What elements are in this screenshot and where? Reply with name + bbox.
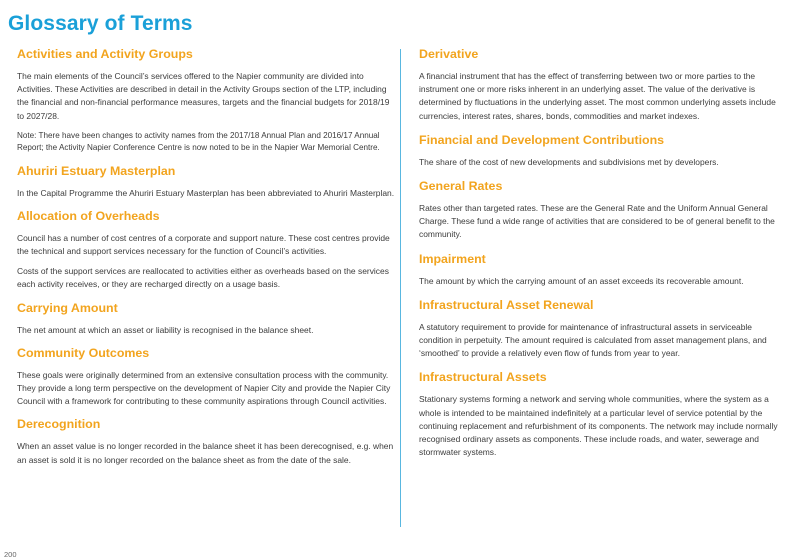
term-heading: Financial and Development Contributions <box>419 132 665 147</box>
glossary-term <box>419 46 785 123</box>
glossary-term <box>419 178 785 242</box>
term-note: Note: There have been changes to activity names from the 2017/18 Annual Plan and 2016/17 Annual Report; the Activity Napier Conference Centre is now noted to be in the Napier War Memorial Centre. <box>17 130 380 153</box>
glossary-term <box>17 46 395 155</box>
glossary-term <box>419 297 785 361</box>
term-heading: Activities and Activity Groups <box>17 47 193 61</box>
term-heading: Derivative <box>419 47 479 61</box>
glossary-term <box>17 163 395 200</box>
term-definition: The net amount at which an asset or liability is recognised in the balance sheet. <box>17 324 314 335</box>
term-definition: Rates other than targeted rates. These are the General Rate and the Uniform Annual General Charge. These fund a wide range of activities that are considered to be of general benefit to the community. <box>419 203 775 240</box>
page-title: Glossary of Terms <box>8 12 193 35</box>
page-number: 200 <box>4 550 17 559</box>
term-definition: A statutory requirement to provide for maintenance of infrastructural assets in serviceable condition in perpetuity. The amount required is calculated from asset management plans, and ‘smoothed’ to provide a relatively even flow of funds from year to year. <box>419 321 767 359</box>
term-heading: Ahuriri Estuary Masterplan <box>17 163 176 178</box>
term-heading: Impairment <box>419 251 486 266</box>
term-heading: Community Outcomes <box>17 345 150 360</box>
glossary-term <box>17 208 395 292</box>
term-definition: The amount by which the carrying amount of an asset exceeds its recoverable amount. <box>419 275 744 286</box>
glossary-term <box>419 132 785 169</box>
term-definition: A financial instrument that has the effect of transferring between two or more parties to the instrument one or more risks inherent in an underlying asset. The value of the derivative is determined by fluctuations in the underlying asset. The most common underlying assets include currencies, interest rates, shares, bonds, commodities and market indexes. <box>419 71 776 121</box>
term-heading: General Rates <box>419 179 503 194</box>
term-heading: Allocation of Overheads <box>17 208 160 223</box>
glossary-term <box>17 300 395 337</box>
glossary-term <box>17 416 395 466</box>
glossary-term <box>419 251 785 288</box>
term-heading: Infrastructural Asset Renewal <box>419 297 594 312</box>
term-definition: The share of the cost of new developments and subdivisions met by developers. <box>419 156 719 167</box>
glossary-term <box>17 345 395 409</box>
term-definition: When an asset value is no longer recorded in the balance sheet it has been derecognised, e.g. when an asset is sold it is no longer recorded on the balance sheet as from the date of the sale. <box>17 441 394 465</box>
term-heading: Carrying Amount <box>17 300 118 315</box>
term-definition: In the Capital Programme the Ahuriri Estuary Masterplan has been abbreviated to Ahuriri Masterplan. <box>17 187 395 198</box>
column-divider <box>400 49 401 527</box>
term-definition: Council has a number of cost centres of a corporate and support nature. These cost centres provide the technical and support services necessary for the function of Council’s activities. <box>17 232 390 257</box>
glossary-left-column <box>17 46 395 467</box>
term-definition: These goals were originally determined from an extensive consultation process with the community. They provide a long term perspective on the development of Napier City and provide the Napier City Council with a framework for contributing to these community aspirations through Council activities. <box>17 369 391 407</box>
term-definition: Costs of the support services are reallocated to activities either as overheads based on the services each activity receives, or they are recharged directly on a usage basis. <box>17 266 389 290</box>
glossary-term <box>419 369 785 459</box>
term-definition: Stationary systems forming a network and serving whole communities, where the system as a whole is intended to be maintained indefinitely at a particular level of service potential by the continuing replacement and refurbishment of its components. The network may include normally recognised ordinary assets as components. These include roads, and water, sewerage and stormwater systems. <box>419 394 778 458</box>
glossary-right-column <box>419 46 785 459</box>
term-definition: The main elements of the Council’s services offered to the Napier community are divided into Activities. These Activities are described in detail in the Activity Groups section of the LTP, including the financial and non-financial performance measures, targets and the financial budgets for 2018/19 to 2027/28. <box>17 71 390 121</box>
term-heading: Infrastructural Assets <box>419 370 547 385</box>
term-heading: Derecognition <box>17 417 101 432</box>
